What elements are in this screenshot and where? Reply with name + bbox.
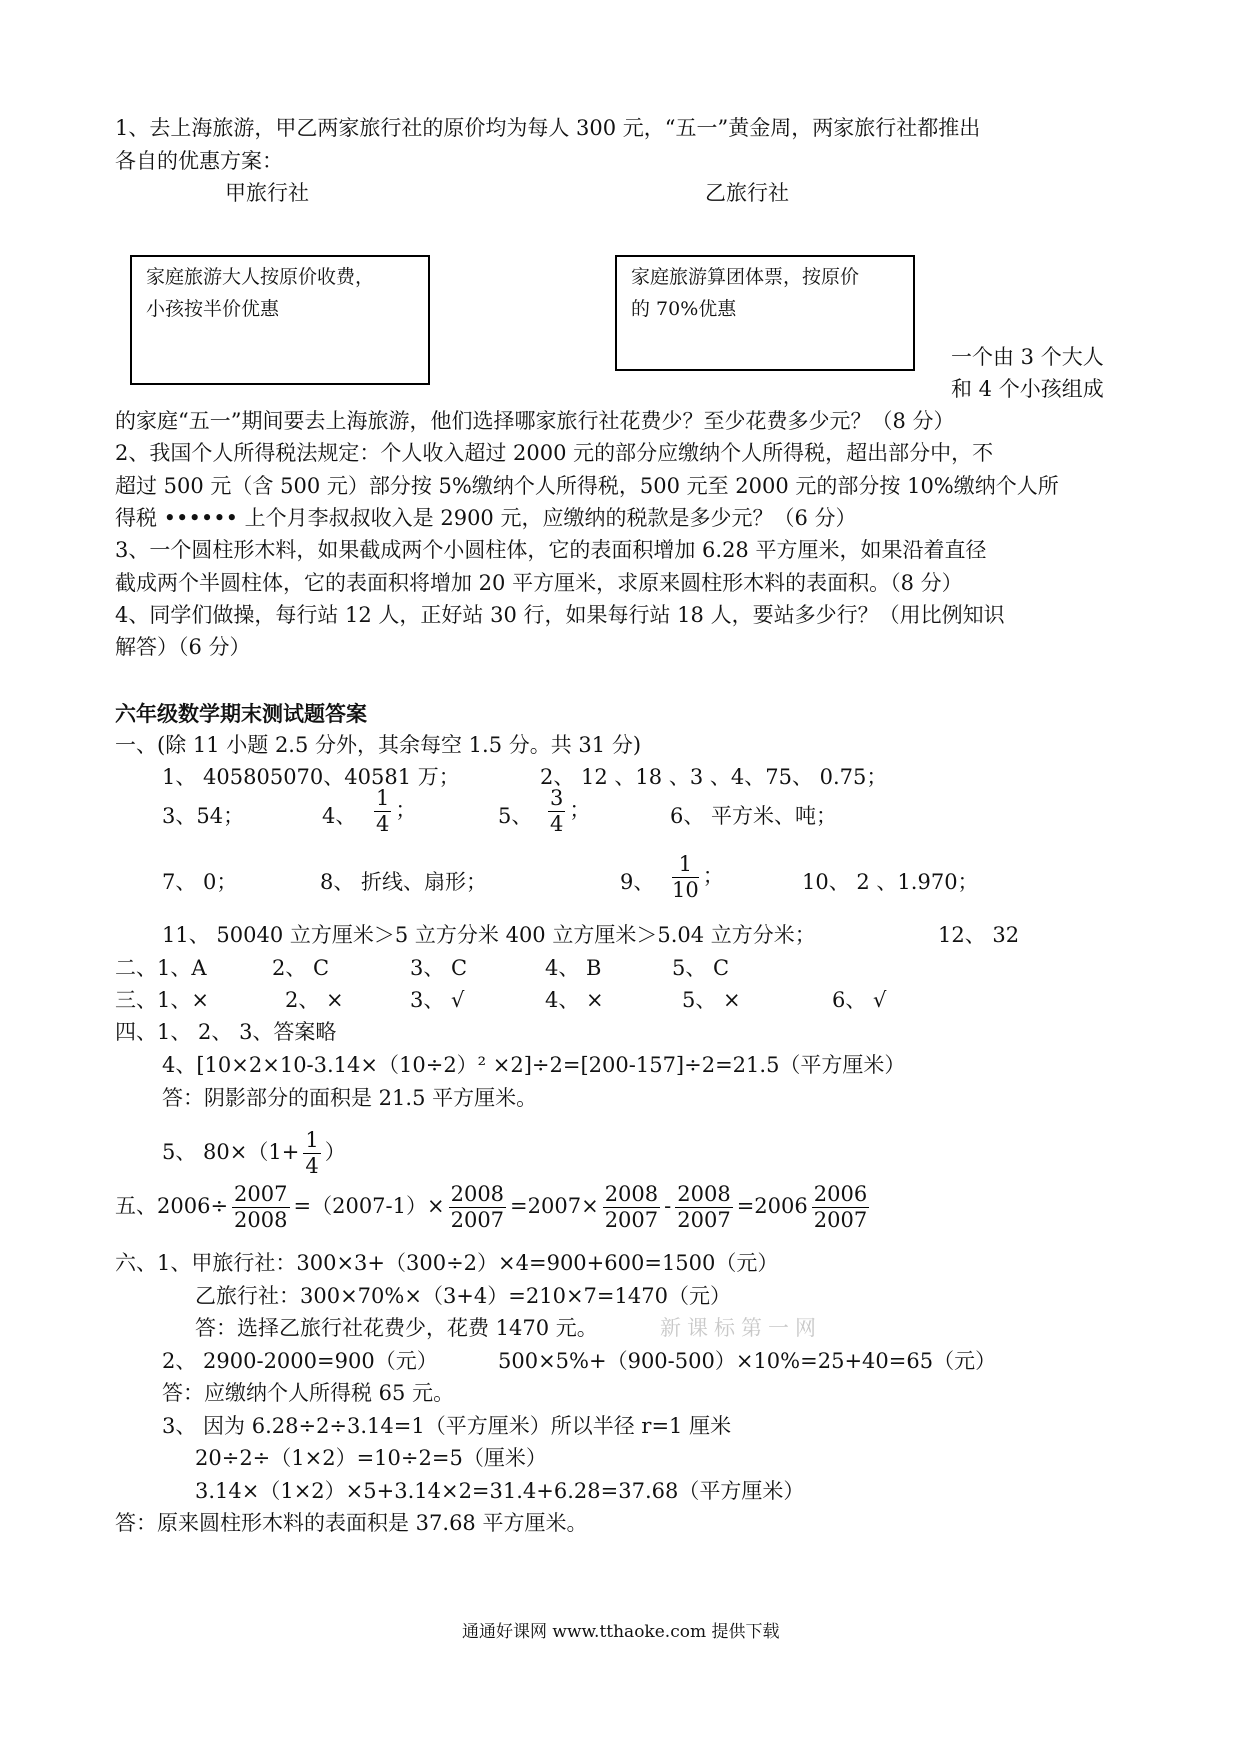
section4-q5: 5、 80×（1+ $\frac{1}{4}$ ）: [162, 1128, 346, 1179]
q1-line2: 各自的优惠方案：: [115, 149, 283, 173]
agency-a-box: [130, 255, 430, 385]
q3-line2: 截成两个半圆柱体，它的表面积将增加 20 平方厘米，求原来圆柱形木料的表面积。（8 分）: [115, 571, 963, 595]
section6-q1-a: 六、1、甲旅行社：300×3+（300÷2）×4=900+600=1500（元）: [115, 1251, 779, 1275]
answer-9-fraction: $\frac{1}{10}$ ；: [672, 852, 724, 903]
agency-b-box: [615, 255, 915, 371]
section4-q4: 4、[10×2×10-3.14×（10÷2）² ×2]÷2=[200-157]÷2=21.5（平方厘米）: [162, 1053, 906, 1077]
agency-b-title: 乙旅行社: [705, 181, 789, 205]
section6-q3-c: 3.14×（1×2）×5+3.14×2=31.4+6.28=37.68（平方厘米）: [195, 1479, 805, 1503]
box-b-line2: 的 70%优惠: [631, 298, 737, 320]
agency-a-title: 甲旅行社: [225, 181, 309, 205]
box-b-line1: 家庭旅游算团体票，按原价: [631, 266, 860, 288]
answer-11: 11、 50040 立方厘米＞5 立方分米 400 立方厘米＞5.04 立方分米；: [162, 923, 816, 947]
q1-line3: 的家庭“五一”期间要去上海旅游，他们选择哪家旅行社花费少？至少花费多少元？（8 分）: [115, 409, 955, 433]
section2-item4: 4、 B: [545, 956, 602, 980]
answer-2: 2、 12 、18 、3 、4、75、 0.75；: [540, 765, 888, 789]
section3-item2: 2、 ×: [285, 988, 344, 1012]
section4-heading: 四、1、 2、 3、答案略: [115, 1020, 337, 1044]
section6-q3-a: 3、 因为 6.28÷2÷3.14=1（平方厘米）所以半径 r=1 厘米: [162, 1414, 732, 1438]
answer-7: 7、 0；: [162, 870, 238, 894]
answer-5-fraction: $\frac{3}{4}$ ；: [550, 786, 591, 837]
q2-line3: 得税 •••••• 上个月李叔叔收入是 2900 元，应缴纳的税款是多少元？（6 分）: [115, 506, 857, 530]
section3-item5: 5、 ×: [682, 988, 741, 1012]
section6-q1-b: 乙旅行社：300×70%×（3+4）=210×7=1470（元）: [195, 1284, 731, 1308]
q3-line1: 3、一个圆柱形木料，如果截成两个小圆柱体，它的表面积增加 6.28 平方厘米，如果沿着直径: [115, 538, 987, 562]
section6-q3-d: 答：原来圆柱形木料的表面积是 37.68 平方厘米。: [115, 1511, 588, 1535]
section3-item6: 6、 √: [832, 988, 887, 1012]
q1-side2: 和 4 个小孩组成: [951, 377, 1104, 401]
box-a-line1: 家庭旅游大人按原价收费，: [146, 266, 375, 288]
section2-item5: 5、 C: [672, 956, 730, 980]
section6-q1-c: 答：选择乙旅行社花费少，花费 1470 元。: [195, 1316, 598, 1340]
section4-q4-answer: 答：阴影部分的面积是 21.5 平方厘米。: [162, 1086, 538, 1110]
q2-line2: 超过 500 元（含 500 元）部分按 5%缴纳个人所得税，500 元至 2000 元的部分按 10%缴纳个人所: [115, 474, 1059, 498]
section3-item1: 三、1、×: [115, 988, 209, 1012]
answer-4-fraction: $\frac{1}{4}$ ；: [376, 786, 417, 837]
footer-source: 通通好课网 www.tthaoke.com 提供下载: [462, 1622, 780, 1642]
answers-title: 六年级数学期末测试题答案: [115, 701, 367, 726]
answer-5: 5、: [498, 804, 533, 828]
section2-item1: 二、1、A: [115, 956, 207, 980]
answer-12: 12、 32: [938, 923, 1020, 947]
answer-8: 8、 折线、扇形；: [320, 870, 488, 894]
answer-3: 3、54；: [162, 804, 245, 828]
section3-item4: 4、 ×: [545, 988, 604, 1012]
answer-1: 1、 405805070、40581 万；: [162, 765, 460, 789]
q2-line1: 2、我国个人所得税法规定：个人收入超过 2000 元的部分应缴纳个人所得税，超出部分中，不: [115, 441, 994, 465]
answer-4: 4、: [322, 804, 357, 828]
section3-item3: 3、 √: [410, 988, 465, 1012]
section6-q2-a: 2、 2900-2000=900（元）: [162, 1349, 438, 1373]
section2-item3: 3、 C: [410, 956, 468, 980]
section5-equation: 五、2006÷ $\frac{2007}{2008}$ =（2007-1）× $\frac{2008}{2007}$ =2007× $\frac{2008}{2007}$ - $\frac{2008}{2007}$ =2006 $\frac{2006}{2007}$: [115, 1182, 868, 1233]
answer-6: 6、 平方米、吨；: [670, 804, 838, 828]
box-a-line2: 小孩按半价优惠: [146, 298, 280, 320]
q4-line2: 解答）（6 分）: [115, 635, 251, 659]
section6-q2-b: 500×5%+（900-500）×10%=25+40=65（元）: [498, 1349, 997, 1373]
section2-item2: 2、 C: [272, 956, 330, 980]
section1-heading: 一、(除 11 小题 2.5 分外，其余每空 1.5 分。共 31 分): [115, 733, 642, 757]
answer-10: 10、 2 、1.970；: [802, 870, 979, 894]
watermark-text: 新课标第一网: [660, 1316, 822, 1340]
q1-line1: 1、去上海旅游，甲乙两家旅行社的原价均为每人 300 元，“五一”黄金周，两家旅行社都推出: [115, 116, 981, 140]
q4-line1: 4、同学们做操，每行站 12 人，正好站 30 行，如果每行站 18 人，要站多少行？（用比例知识: [115, 603, 1005, 627]
q1-side1: 一个由 3 个大人: [951, 345, 1104, 369]
answer-9: 9、: [620, 870, 655, 894]
section6-q2-c: 答：应缴纳个人所得税 65 元。: [162, 1381, 455, 1405]
section6-q3-b: 20÷2÷（1×2）=10÷2=5（厘米）: [195, 1446, 547, 1470]
